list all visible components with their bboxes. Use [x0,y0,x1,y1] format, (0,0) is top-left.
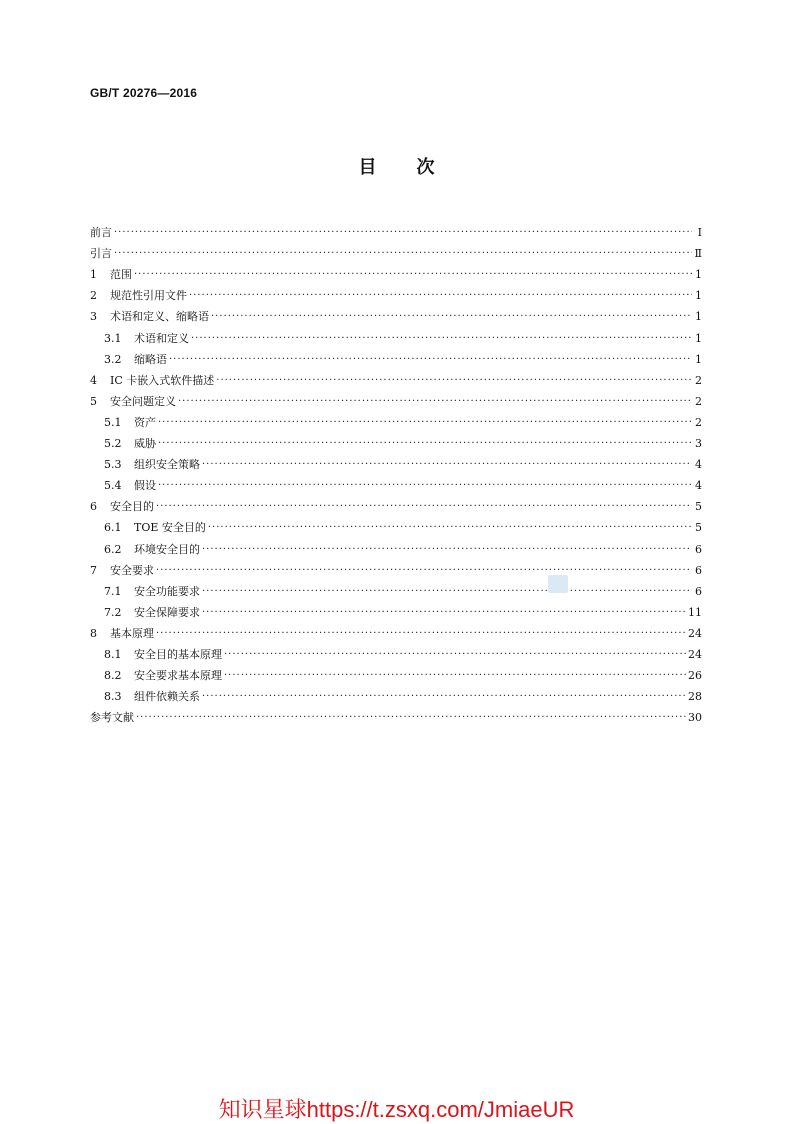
toc-entry-label: 规范性引用文件 [110,289,187,303]
toc-entry[interactable] [90,578,702,599]
toc-entry[interactable] [90,557,702,578]
toc-leader-dots [114,226,692,240]
toc-entry-number: 5.1 [104,415,122,429]
toc-entry-number: 6.1 [104,521,122,535]
toc-entry-label: 范围 [110,268,132,282]
toc-entry-label: 安全问题定义 [110,394,176,408]
toc-entry-number: 3 [90,310,97,324]
toc-entry-label: 引言 [90,247,112,261]
toc-entry-number: 1 [90,268,97,282]
toc-leader-dots [224,669,686,683]
toc-entry-page: 1 [695,268,702,282]
toc-entry-number: 3.1 [104,331,122,345]
toc-entry[interactable] [90,430,702,451]
toc-entry-page: 2 [695,415,702,429]
toc-entry-label: 缩略语 [134,352,167,366]
toc-entry[interactable] [90,641,702,662]
toc-entry[interactable] [90,535,702,556]
toc-leader-dots [191,332,692,346]
toc-entry-label: 参考文献 [90,711,134,725]
toc-entry[interactable] [90,514,702,535]
toc-entry-label: 组织安全策略 [134,458,200,472]
toc-entry-label: 组件依赖关系 [134,690,200,704]
toc-entry[interactable] [90,346,702,367]
toc-leader-dots [156,500,692,514]
toc-entry[interactable] [90,324,702,345]
toc-leader-dots [211,310,692,324]
toc-entry-label: 假设 [134,479,156,493]
toc-entry-page: 4 [695,458,702,472]
toc-entry-page: 1 [695,289,702,303]
toc-entry-page: 1 [695,331,702,345]
toc-entry-label: 安全功能要求 [134,584,200,598]
page-title: 目次 [358,157,475,178]
toc-leader-dots [189,289,692,303]
toc-entry-page: 6 [695,563,702,577]
toc-entry-page: 11 [688,605,702,619]
toc-entry-number: 8.2 [104,669,122,683]
watermark-link[interactable]: 知识星球https://t.zsxq.com/JmiaeUR [218,1097,575,1122]
toc-entry-number: 5 [90,394,97,408]
toc-entry-number: 6 [90,500,97,514]
toc-leader-dots [224,648,686,662]
toc-entry-number: 3.2 [104,352,122,366]
toc-entry-page: 24 [688,626,702,640]
toc-entry-label: 前言 [90,226,112,240]
table-of-contents [90,219,702,725]
toc-entry-page: 26 [688,669,702,683]
toc-entry[interactable] [90,683,702,704]
toc-entry-label: 安全要求基本原理 [134,669,222,683]
toc-entry-page: 4 [695,479,702,493]
toc-entry[interactable] [90,261,702,282]
toc-leader-dots [114,247,692,261]
toc-leader-dots [156,627,686,641]
toc-entry-label: 环境安全目的 [134,542,200,556]
toc-entry-number: 7.2 [104,605,122,619]
toc-entry-page: 1 [695,352,702,366]
toc-entry-label: 安全保障要求 [134,605,200,619]
toc-entry[interactable] [90,599,702,620]
toc-entry-label: 术语和定义 [134,331,189,345]
toc-entry-page: Ⅰ [697,226,702,240]
toc-entry-page: 2 [695,394,702,408]
toc-entry-page: 6 [695,542,702,556]
toc-entry-label: 威胁 [134,437,156,451]
toc-entry-number: 6.2 [104,542,122,556]
toc-entry-page: 28 [688,690,702,704]
toc-entry-label: 安全目的 [110,500,154,514]
toc-leader-dots [202,458,692,472]
toc-entry[interactable] [90,367,702,388]
toc-entry-page: 1 [695,310,702,324]
toc-entry-number: 8 [90,626,97,640]
toc-entry-page: 5 [695,500,702,514]
toc-leader-dots [156,564,692,578]
toc-entry[interactable] [90,620,702,641]
toc-entry-number: 8.3 [104,690,122,704]
toc-entry-page: 24 [688,647,702,661]
toc-entry-page: 3 [695,437,702,451]
toc-entry-number: 7.1 [104,584,122,598]
toc-leader-dots [169,353,692,367]
toc-entry-page: 2 [695,373,702,387]
toc-entry[interactable] [90,303,702,324]
toc-entry-page: Ⅱ [694,247,702,261]
toc-entry-label: 基本原理 [110,626,154,640]
toc-entry-label: 术语和定义、缩略语 [110,310,209,324]
toc-entry-label: 安全目的基本原理 [134,647,222,661]
toc-entry-number: 2 [90,289,97,303]
toc-leader-dots [202,543,692,557]
toc-entry-number: 5.4 [104,479,122,493]
toc-leader-dots [208,521,692,535]
toc-entry[interactable] [90,451,702,472]
standard-code: GB/T 20276—2016 [90,86,198,100]
toc-leader-dots [158,437,692,451]
toc-entry-label: 资产 [134,415,156,429]
toc-leader-dots [158,416,692,430]
toc-entry-page: 6 [695,584,702,598]
toc-leader-dots [202,585,692,599]
toc-leader-dots [202,690,686,704]
toc-leader-dots [158,479,692,493]
toc-entry[interactable] [90,240,702,261]
toc-entry-number: 5.2 [104,437,122,451]
toc-entry-number: 5.3 [104,458,122,472]
toc-entry-number: 7 [90,563,97,577]
toc-leader-dots [178,395,692,409]
toc-leader-dots [136,711,686,725]
toc-entry-page: 30 [688,711,702,725]
toc-entry-label: IC 卡嵌入式软件描述 [110,373,215,387]
toc-entry-number: 4 [90,373,97,387]
toc-entry-page: 5 [695,521,702,535]
toc-entry-number: 8.1 [104,647,122,661]
toc-entry[interactable] [90,219,702,240]
toc-leader-dots [202,606,686,620]
toc-leader-dots [134,268,692,282]
scan-mark [548,575,568,593]
toc-entry[interactable] [90,472,702,493]
toc-entry[interactable] [90,493,702,514]
toc-entry[interactable] [90,409,702,430]
toc-entry[interactable] [90,282,702,303]
toc-entry[interactable] [90,388,702,409]
toc-entry-label: TOE 安全目的 [134,521,206,535]
toc-entry[interactable] [90,704,702,725]
toc-leader-dots [216,374,692,388]
toc-entry[interactable] [90,662,702,683]
toc-entry-label: 安全要求 [110,563,154,577]
